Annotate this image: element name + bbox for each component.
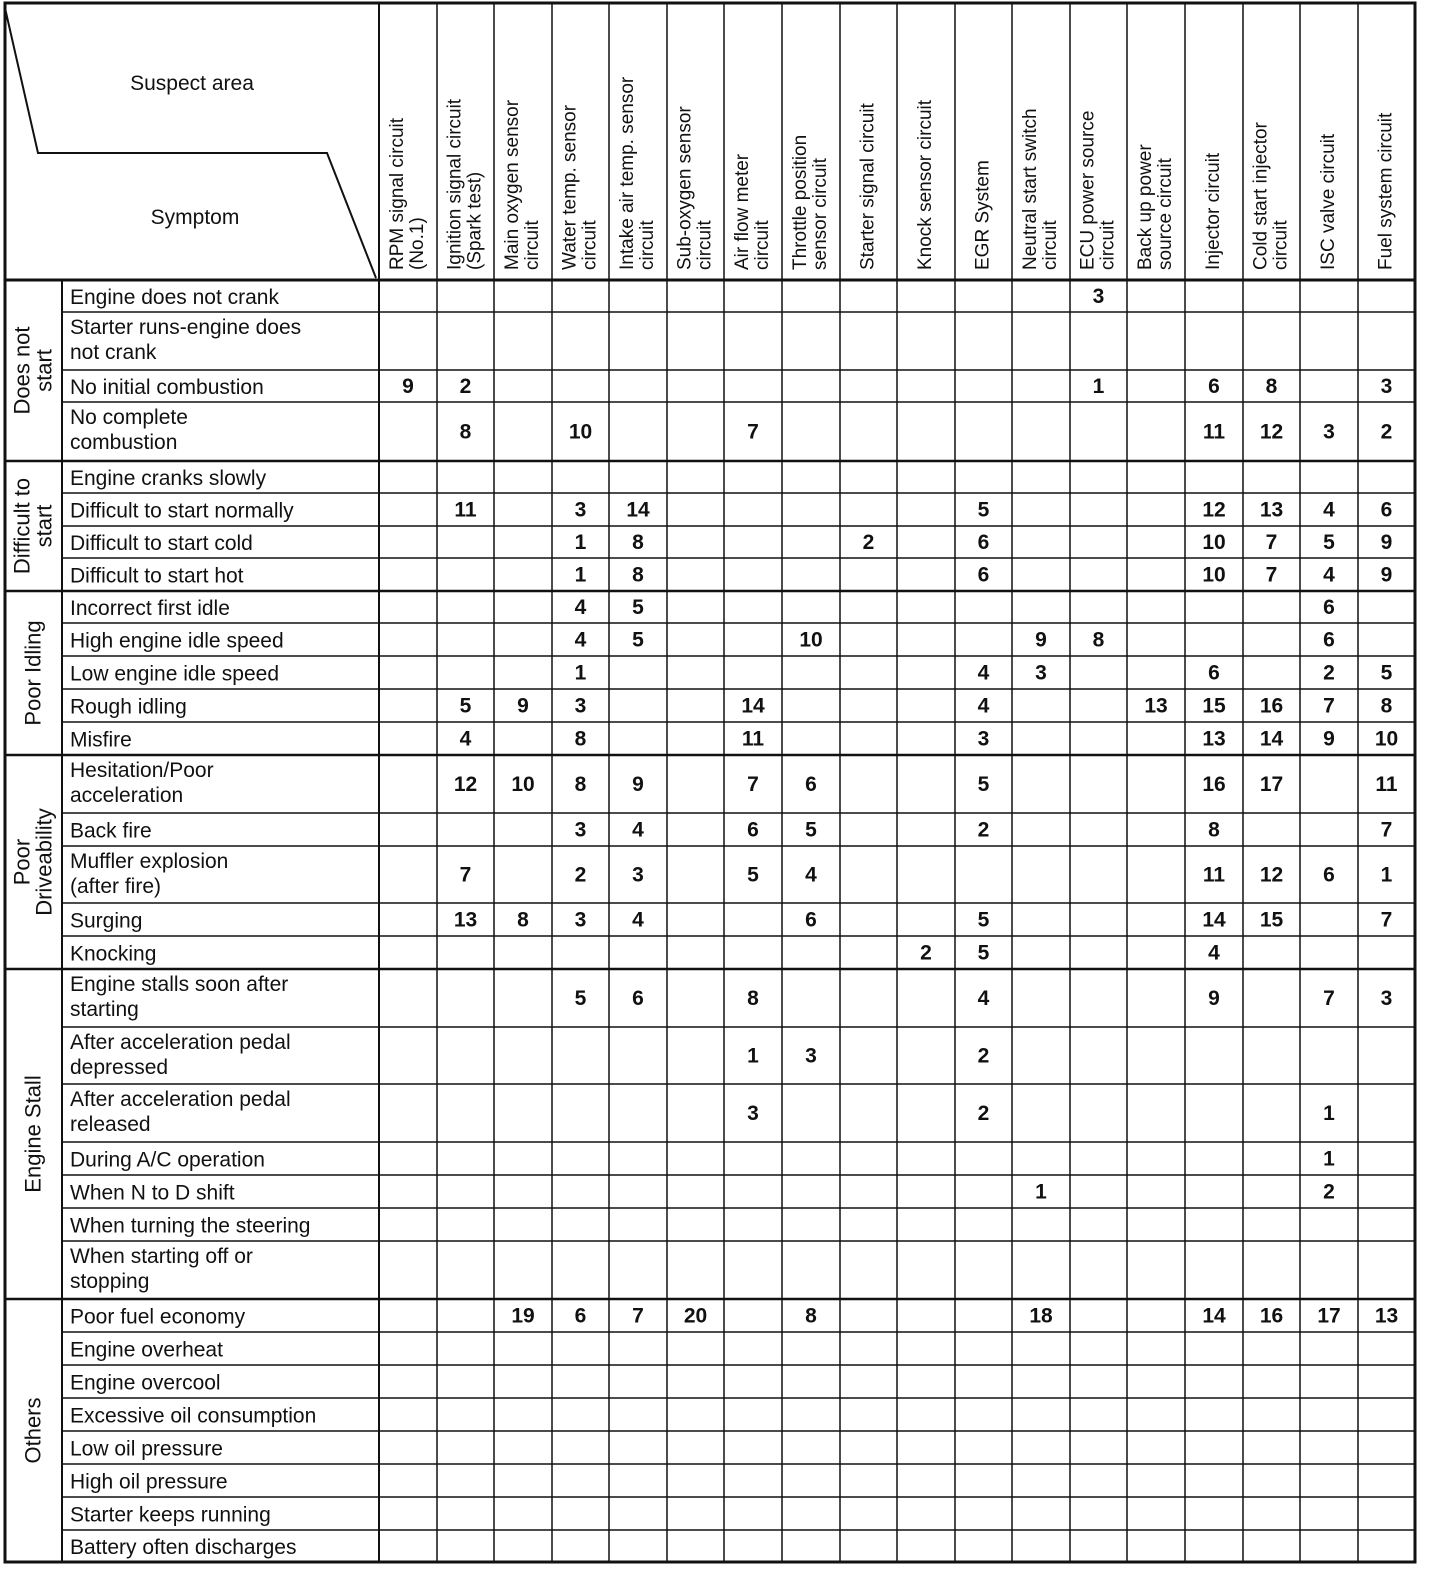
- cell-value: 6: [1323, 596, 1335, 619]
- column-header-8: sensor circuit: [810, 158, 831, 270]
- cell-value: 4: [977, 694, 990, 718]
- column-header-6: Sub-oxygen sensor: [674, 106, 696, 270]
- cell-value: 1: [1380, 863, 1393, 887]
- cell-value: 16: [1259, 1304, 1284, 1328]
- column-header-2: (Spark test): [464, 171, 486, 270]
- cell-value: 10: [1374, 727, 1399, 751]
- cell-value: 3: [1380, 375, 1393, 398]
- symptom-label: Engine does not crank: [70, 286, 279, 309]
- cell-value: 3: [1323, 420, 1335, 444]
- group-label: start: [31, 349, 57, 392]
- cell-value: 2: [977, 1102, 990, 1125]
- symptom-label: Low oil pressure: [70, 1437, 223, 1461]
- group-label: Driveability: [31, 808, 57, 916]
- group-label: Poor Idling: [20, 620, 46, 726]
- symptom-label: High oil pressure: [70, 1470, 228, 1494]
- cell-value: 6: [632, 987, 644, 1010]
- cell-value: 6: [1323, 628, 1335, 652]
- suspect-area-label: Suspect area: [130, 72, 254, 95]
- cell-value: 4: [632, 908, 644, 932]
- cell-value: 8: [747, 987, 759, 1010]
- symptom-label: Low engine idle speed: [70, 662, 279, 686]
- group-label: Does not: [9, 326, 35, 415]
- column-header-13: circuit: [1097, 220, 1119, 270]
- column-header-7: Air flow meter: [732, 153, 753, 270]
- cell-value: 14: [741, 694, 765, 718]
- symptom-label: Difficult to start cold: [70, 532, 253, 555]
- cell-value: 8: [632, 563, 644, 587]
- cell-value: 8: [805, 1304, 817, 1328]
- symptom-label: During A/C operation: [70, 1148, 265, 1172]
- cell-value: 5: [977, 498, 990, 522]
- cell-value: 17: [1317, 1304, 1341, 1328]
- cell-value: 4: [1323, 498, 1335, 522]
- cell-value: 6: [1380, 498, 1393, 522]
- cell-value: 2: [1323, 661, 1335, 685]
- symptom-label: starting: [70, 998, 139, 1021]
- column-header-12: circuit: [1040, 220, 1061, 270]
- symptom-label: Engine cranks slowly: [70, 467, 267, 490]
- symptom-label: Back fire: [70, 819, 152, 843]
- cell-value: 9: [632, 773, 644, 796]
- group-label: Difficult to: [9, 477, 35, 575]
- column-header-18: Fuel system circuit: [1375, 112, 1397, 270]
- cell-value: 10: [1202, 563, 1226, 587]
- cell-value: 5: [805, 818, 817, 842]
- cell-value: 13: [453, 908, 478, 932]
- cell-value: 7: [459, 863, 472, 887]
- cell-value: 4: [805, 863, 817, 887]
- symptom-label: not crank: [70, 341, 157, 364]
- cell-value: 2: [1323, 1180, 1335, 1204]
- column-headers: [387, 76, 1397, 270]
- cell-value: 8: [574, 773, 587, 796]
- cell-value: 10: [799, 628, 823, 652]
- cell-value: 9: [1380, 531, 1393, 554]
- column-header-6: circuit: [694, 220, 716, 270]
- cell-value: 1: [1323, 1147, 1335, 1171]
- cell-value: 13: [1259, 498, 1284, 522]
- symptom-label: Engine overcool: [70, 1371, 221, 1395]
- cell-value: 9: [1208, 987, 1220, 1010]
- cell-value: 13: [1144, 694, 1168, 718]
- cell-value: 1: [574, 563, 587, 587]
- cell-value: 8: [517, 908, 529, 932]
- cell-value: 11: [454, 498, 477, 522]
- cell-value: 10: [568, 420, 593, 444]
- cell-value: 4: [1208, 941, 1220, 965]
- symptom-label: Misfire: [70, 728, 132, 752]
- column-header-9: Starter signal circuit: [857, 103, 879, 270]
- column-header-5: Intake air temp. sensor: [617, 76, 638, 270]
- cell-value: 7: [632, 1304, 644, 1328]
- cell-value: 7: [1380, 818, 1393, 842]
- symptom-label: stopping: [70, 1270, 150, 1293]
- cell-value: 11: [1202, 420, 1226, 444]
- table-header: [130, 72, 254, 229]
- symptom-label: Hesitation/Poor: [70, 759, 214, 782]
- group-label: Engine Stall: [20, 1075, 46, 1193]
- column-header-4: circuit: [579, 220, 601, 270]
- column-header-11: EGR System: [972, 160, 994, 270]
- cell-value: 6: [1323, 863, 1335, 887]
- cell-value: 9: [1035, 628, 1047, 652]
- column-header-16: circuit: [1270, 220, 1292, 270]
- cell-value: 12: [1259, 863, 1284, 887]
- cell-value: 7: [1323, 694, 1335, 718]
- cell-value: 12: [1202, 498, 1226, 522]
- symptom-label: Incorrect first idle: [70, 597, 230, 620]
- column-header-12: Neutral start switch: [1020, 108, 1041, 270]
- cell-value: 19: [511, 1304, 535, 1328]
- column-header-10: Knock sensor circuit: [915, 99, 936, 270]
- cell-value: 6: [977, 563, 990, 587]
- cell-value: 4: [632, 818, 644, 842]
- cell-value: 3: [747, 1102, 759, 1125]
- column-header-3: circuit: [522, 220, 543, 270]
- cell-value: 7: [1265, 563, 1278, 587]
- cell-value: 6: [805, 908, 817, 932]
- cell-value: 6: [747, 818, 759, 842]
- symptom-label: After acceleration pedal: [70, 1088, 291, 1111]
- symptom-label: High engine idle speed: [70, 629, 284, 653]
- symptom-label: Symptom: [150, 206, 240, 229]
- cell-value: 8: [1092, 628, 1105, 652]
- cell-value: 5: [977, 773, 990, 796]
- cell-value: 12: [453, 773, 478, 796]
- cell-value: 1: [1092, 375, 1105, 398]
- cell-value: 3: [1380, 987, 1393, 1010]
- group-labels: [10, 326, 57, 1463]
- cell-value: 11: [741, 727, 765, 751]
- cell-value: 5: [747, 863, 759, 887]
- column-header-14: Back up power: [1135, 144, 1156, 270]
- column-header-15: Injector circuit: [1203, 152, 1224, 270]
- cell-value: 8: [574, 727, 587, 751]
- cell-value: 6: [977, 531, 990, 554]
- cell-value: 8: [459, 420, 472, 444]
- symptom-label: Muffler explosion: [70, 850, 229, 873]
- symptom-label: Difficult to start normally: [70, 499, 294, 523]
- column-header-2: Ignition signal circuit: [444, 98, 466, 270]
- cell-value: 5: [632, 628, 644, 652]
- cell-value: 6: [805, 773, 817, 796]
- symptom-label: After acceleration pedal: [70, 1031, 291, 1054]
- cell-value: 8: [1208, 818, 1220, 842]
- cell-value: 5: [574, 987, 587, 1010]
- cell-value: 4: [459, 727, 472, 751]
- cell-value: 2: [574, 863, 587, 887]
- column-header-1: (No.1): [407, 217, 428, 270]
- cell-value: 20: [683, 1304, 708, 1328]
- cell-value: 4: [574, 596, 587, 619]
- cell-value: 9: [402, 375, 414, 398]
- cell-value: 8: [1380, 694, 1393, 718]
- column-header-16: Cold start injector: [1250, 122, 1272, 270]
- cell-value: 7: [747, 420, 759, 444]
- column-header-17: ISC valve circuit: [1318, 133, 1339, 270]
- symptom-labels: [70, 286, 316, 1559]
- cell-value: 18: [1029, 1304, 1053, 1328]
- cell-value: 6: [574, 1304, 587, 1328]
- cell-value: 2: [920, 941, 932, 965]
- symptom-label: depressed: [70, 1056, 169, 1079]
- cell-value: 2: [977, 818, 990, 842]
- cell-value: 4: [1323, 563, 1335, 587]
- cell-value: 3: [805, 1044, 817, 1068]
- cell-value: 3: [574, 818, 587, 842]
- cell-value: 13: [1202, 727, 1226, 751]
- symptom-label: released: [70, 1113, 151, 1136]
- symptom-label: Surging: [70, 909, 143, 933]
- cell-value: 14: [1259, 727, 1284, 751]
- column-header-3: Main oxygen sensor: [502, 99, 523, 270]
- cell-value: 10: [1202, 531, 1226, 554]
- cell-value: 5: [977, 908, 990, 932]
- column-header-1: RPM signal circuit: [387, 117, 408, 270]
- symptom-label: acceleration: [70, 784, 184, 807]
- header-divider: [5, 8, 376, 278]
- cell-value: 7: [747, 773, 759, 796]
- cell-value: 16: [1259, 694, 1284, 718]
- symptom-label: Difficult to start hot: [70, 564, 244, 588]
- symptom-label: Engine stalls soon after: [70, 973, 289, 996]
- cell-value: 1: [747, 1044, 759, 1068]
- cell-value: 4: [574, 628, 587, 652]
- column-header-7: circuit: [752, 220, 773, 270]
- cell-value: 5: [1380, 661, 1393, 685]
- symptom-label: No complete: [70, 406, 188, 429]
- cell-value: 14: [1202, 908, 1226, 932]
- symptom-label: When turning the steering: [70, 1214, 311, 1238]
- symptom-label: When N to D shift: [70, 1181, 235, 1205]
- cell-value: 1: [574, 531, 587, 554]
- symptom-label: Battery often discharges: [70, 1536, 297, 1559]
- group-label: start: [31, 504, 57, 548]
- cell-value: 6: [1208, 375, 1220, 398]
- cell-value: 8: [1265, 375, 1278, 398]
- cell-value: 12: [1259, 420, 1284, 444]
- cell-value: 3: [574, 694, 587, 718]
- group-label: Poor: [9, 838, 35, 886]
- symptom-label: Rough idling: [70, 695, 187, 719]
- column-header-5: circuit: [637, 220, 658, 270]
- cell-value: 7: [1380, 908, 1393, 932]
- cell-value: 1: [1323, 1102, 1335, 1125]
- group-label: Others: [20, 1397, 46, 1464]
- cell-value: 9: [1323, 727, 1335, 751]
- symptom-label: Engine overheat: [70, 1338, 223, 1362]
- cell-value: 3: [1035, 661, 1047, 685]
- cell-value: 4: [977, 661, 990, 685]
- cell-value: 2: [1380, 420, 1393, 444]
- cell-value: 9: [517, 694, 529, 718]
- symptom-label: combustion: [70, 431, 178, 454]
- symptom-label: When starting off or: [70, 1245, 253, 1268]
- cell-value: 1: [1035, 1180, 1047, 1204]
- cell-value: 9: [1380, 563, 1393, 587]
- cell-value: 2: [459, 375, 472, 398]
- column-header-4: Water temp. sensor: [559, 104, 581, 270]
- symptom-label: Knocking: [70, 942, 157, 966]
- cell-value: 3: [574, 908, 587, 932]
- cell-value: 14: [626, 498, 650, 522]
- symptom-label: Starter keeps running: [70, 1503, 271, 1527]
- cell-value: 3: [1092, 285, 1105, 308]
- cell-value: 5: [1323, 531, 1335, 554]
- symptom-label: Excessive oil consumption: [70, 1404, 317, 1428]
- cell-value: 1: [574, 661, 587, 685]
- cell-value: 11: [1375, 773, 1398, 796]
- column-header-13: ECU power source: [1077, 110, 1099, 270]
- cell-value: 3: [632, 863, 644, 887]
- column-header-8: Throttle position: [790, 134, 811, 270]
- cell-value: 2: [862, 531, 875, 554]
- cell-value: 3: [977, 727, 990, 751]
- symptom-label: (after fire): [70, 875, 162, 898]
- cell-value: 14: [1202, 1304, 1226, 1328]
- symptom-label: No initial combustion: [70, 376, 264, 399]
- cell-value: 4: [977, 987, 990, 1010]
- cell-value: 17: [1259, 773, 1284, 796]
- cell-value: 2: [977, 1044, 990, 1068]
- cell-value: 13: [1374, 1304, 1399, 1328]
- cell-value: 15: [1202, 694, 1226, 718]
- cell-value: 7: [1323, 987, 1335, 1010]
- cell-value: 8: [632, 531, 644, 554]
- cell-value: 7: [1265, 531, 1278, 554]
- cell-value: 5: [977, 941, 990, 965]
- cell-value: 5: [632, 596, 644, 619]
- cell-value: 6: [1208, 661, 1220, 685]
- cell-value: 3: [574, 498, 587, 522]
- column-header-14: source circuit: [1155, 158, 1176, 270]
- cell-value: 11: [1202, 863, 1226, 887]
- cell-value: 15: [1259, 908, 1284, 932]
- symptom-label: Starter runs-engine does: [70, 316, 302, 339]
- cell-value: 16: [1202, 773, 1226, 796]
- cell-value: 10: [511, 773, 535, 796]
- symptom-label: Poor fuel economy: [70, 1305, 246, 1329]
- cell-value: 5: [459, 694, 472, 718]
